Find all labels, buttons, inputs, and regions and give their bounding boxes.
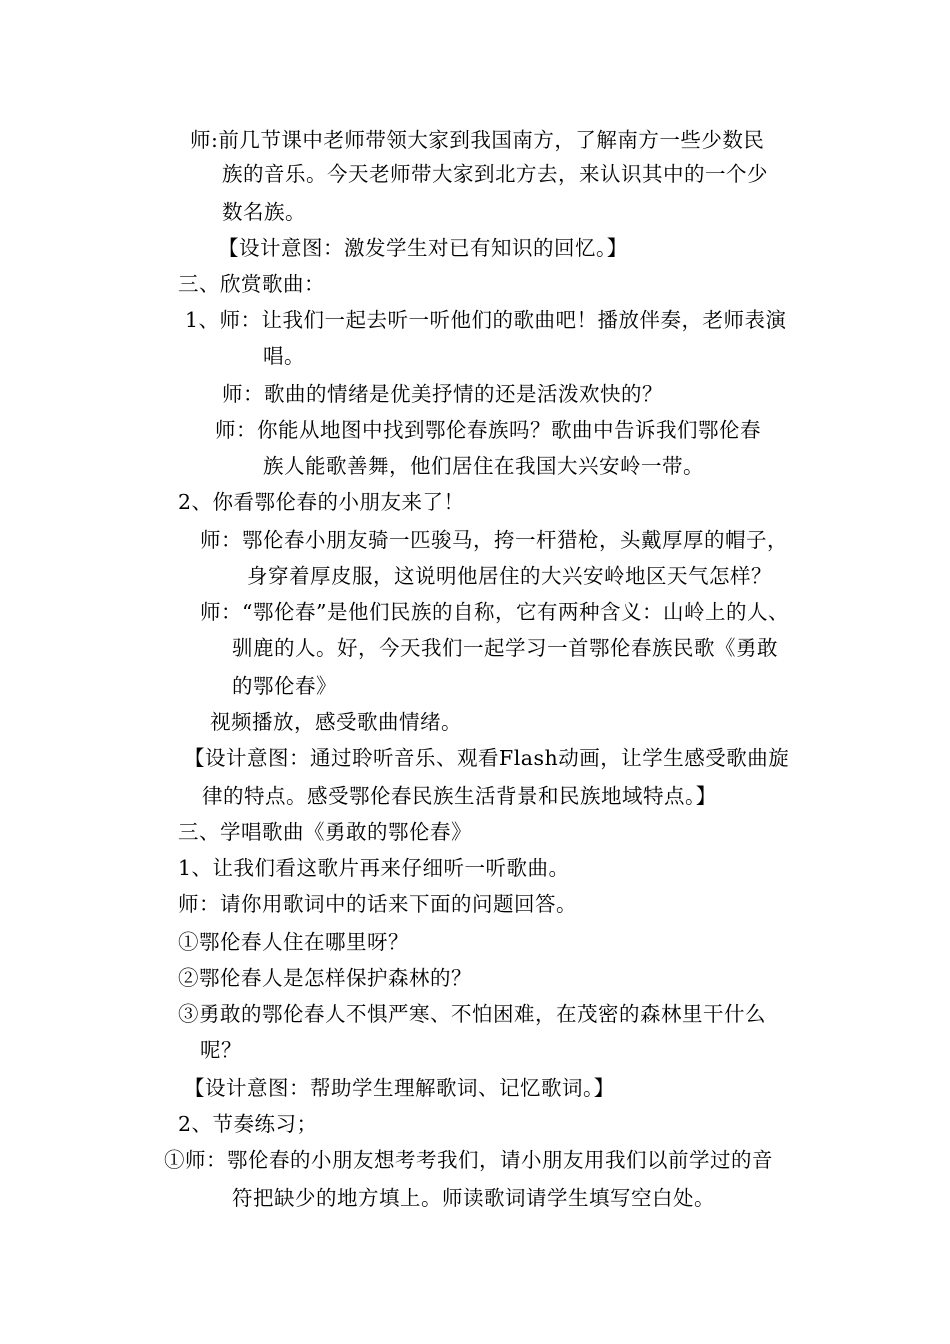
text-line: 数名族。	[222, 200, 306, 224]
text-line: 符把缺少的地方填上。师读歌词请学生填写空白处。	[232, 1186, 715, 1210]
text-line: 族人能歌善舞，他们居住在我国大兴安岭一带。	[263, 454, 704, 478]
question-item: ②鄂伦春人是怎样保护森林的？	[178, 966, 472, 990]
text-line: 呢？	[200, 1038, 242, 1062]
design-intent-note: 【设计意图：帮助学生理解歌词、记忆歌词。】	[184, 1076, 615, 1100]
text-line: 唱。	[263, 344, 305, 368]
design-intent-note: 【设计意图：激发学生对已有知识的回忆。】	[218, 236, 628, 260]
text-line: 身穿着厚皮服，这说明他居住的大兴安岭地区天气怎样？	[247, 564, 772, 588]
text-line: 1、师：让我们一起去听一听他们的歌曲吧！播放伴奏，老师表演	[185, 308, 787, 332]
text-line: 师：请你用歌词中的话来下面的问题回答。	[178, 892, 577, 916]
subsection-heading: 2、节奏练习；	[178, 1112, 318, 1136]
subsection-heading: 1、让我们看这歌片再来仔细听一听歌曲。	[178, 856, 570, 880]
question-item: ③勇敢的鄂伦春人不惧严寒、不怕困难，在茂密的森林里干什么	[178, 1002, 766, 1026]
text-line: 师：鄂伦春小朋友骑一匹骏马，挎一杆猎枪，头戴厚厚的帽子，	[200, 528, 788, 552]
section-heading: 三、学唱歌曲《勇敢的鄂伦春》	[178, 820, 472, 844]
section-heading: 三、欣赏歌曲：	[178, 272, 325, 296]
text-line: 驯鹿的人。好，今天我们一起学习一首鄂伦春族民歌《勇敢	[232, 636, 778, 660]
text-line: ①师：鄂伦春的小朋友想考考我们，请小朋友用我们以前学过的音	[164, 1148, 773, 1172]
design-intent-note: 【设计意图：通过聆听音乐、观看Flash动画，让学生感受歌曲旋	[184, 746, 790, 770]
text-line: 视频播放，感受歌曲情绪。	[210, 710, 462, 734]
text-line: 族的音乐。今天老师带大家到北方去，来认识其中的一个少	[222, 162, 768, 186]
text-line: 师：“鄂伦春”是他们民族的自称，它有两种含义：山岭上的人、	[200, 600, 789, 624]
question-item: ①鄂伦春人住在哪里呀？	[178, 930, 409, 954]
text-line: 师：你能从地图中找到鄂伦春族吗？歌曲中告诉我们鄂伦春	[215, 418, 761, 442]
design-intent-note: 律的特点。感受鄂伦春民族生活背景和民族地域特点。】	[202, 784, 717, 808]
text-line: 的鄂伦春》	[232, 674, 337, 698]
text-line: 师：歌曲的情绪是优美抒情的还是活泼欢快的？	[222, 382, 663, 406]
text-line: 师:前几节课中老师带领大家到我国南方，了解南方一些少数民	[190, 128, 765, 152]
subsection-heading: 2、你看鄂伦春的小朋友来了！	[178, 490, 465, 514]
